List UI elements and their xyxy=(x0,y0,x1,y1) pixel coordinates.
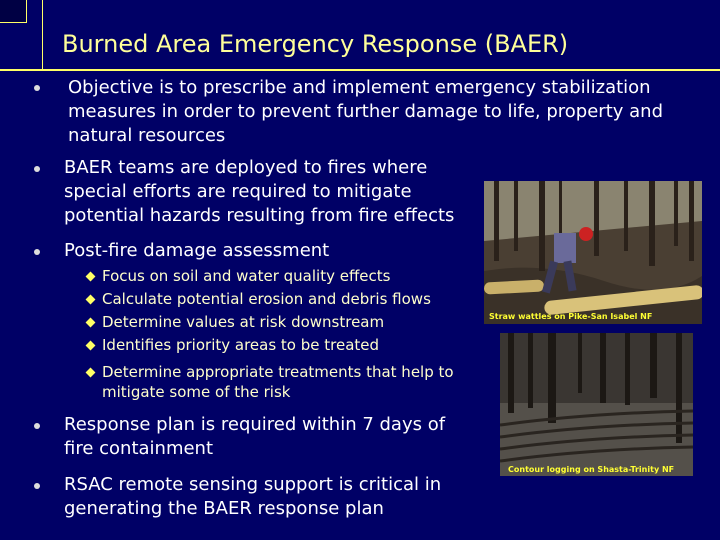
subbullet-line: Identifies priority areas to be treated xyxy=(102,336,380,354)
bullet-line: natural resources xyxy=(68,125,226,146)
subbullet-line: Focus on soil and water quality effects xyxy=(102,267,391,285)
subbullet-line: Determine appropriate treatments that help to xyxy=(102,363,454,381)
title-divider-vertical xyxy=(42,0,43,70)
bullet-dot xyxy=(34,249,40,255)
photo-caption-straw-wattles: Straw wattles on Pike-San Isabel NF xyxy=(489,312,653,321)
bullet-baer-teams xyxy=(64,156,454,228)
photo-contour-logging xyxy=(500,333,693,476)
subbullet-erosion xyxy=(102,289,431,309)
subbullet-priority-areas xyxy=(102,335,379,355)
subbullet-line: mitigate some of the risk xyxy=(102,383,291,401)
subbullet-diamond xyxy=(86,341,96,351)
subbullet-diamond xyxy=(86,368,96,378)
subbullet-soil-water xyxy=(102,266,390,286)
bullet-damage-assessment xyxy=(64,239,329,263)
bullet-line: generating the BAER response plan xyxy=(64,498,384,519)
title-divider-horizontal xyxy=(0,69,720,71)
bullet-objective xyxy=(68,76,663,148)
photo-caption-contour-logging: Contour logging on Shasta-Trinity NF xyxy=(508,465,675,474)
bullet-line: Response plan is required within 7 days of xyxy=(64,414,446,435)
subbullet-values-at-risk xyxy=(102,312,384,332)
subbullet-line: Determine values at risk downstream xyxy=(102,313,385,331)
photo-straw-wattles xyxy=(484,181,702,324)
bullet-dot xyxy=(34,423,40,429)
bullet-dot xyxy=(34,85,40,91)
bullet-dot xyxy=(34,483,40,489)
bullet-dot xyxy=(34,166,40,172)
subbullet-diamond xyxy=(86,318,96,328)
subbullet-treatments xyxy=(102,362,454,402)
bullet-line: Objective is to prescribe and implement emergency stabilization xyxy=(68,77,651,98)
bullet-line: special efforts are required to mitigate xyxy=(64,181,412,202)
subbullet-diamond xyxy=(86,295,96,305)
photo-contour-logging-image xyxy=(500,333,693,476)
corner-box xyxy=(0,0,27,23)
bullet-line: BAER teams are deployed to fires where xyxy=(64,157,428,178)
bullet-line: measures in order to prevent further damage to life, property and xyxy=(68,101,664,122)
slide-title: Burned Area Emergency Response (BAER) xyxy=(62,30,569,58)
subbullet-line: Calculate potential erosion and debris flows xyxy=(102,290,431,308)
bullet-line: RSAC remote sensing support is critical in xyxy=(64,474,442,495)
bullet-line: fire containment xyxy=(64,438,214,459)
bullet-line: potential hazards resulting from fire effects xyxy=(64,205,455,226)
bullet-response-plan xyxy=(64,413,445,461)
photo-straw-wattles-image xyxy=(484,181,702,324)
bullet-line: Post-fire damage assessment xyxy=(64,240,330,261)
bullet-rsac xyxy=(64,473,441,521)
subbullet-diamond xyxy=(86,272,96,282)
